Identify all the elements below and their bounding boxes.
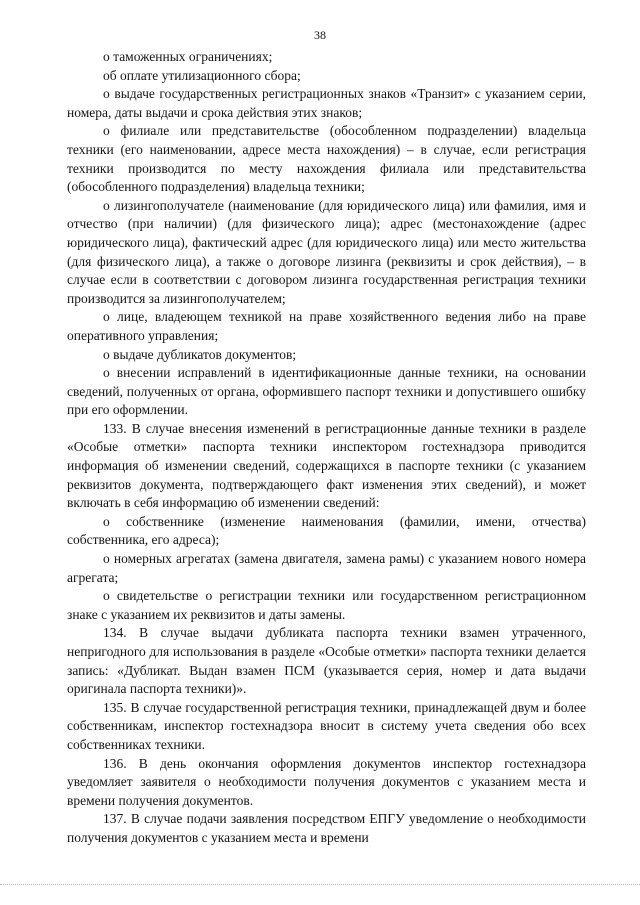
paragraph: о филиале или представительстве (обособленном подразделении) владельца техники (его наименовании, адресе места нахождения) – в случае, если регистрация техники производится по месту нахождения филиала или представительства (обособленного подразделения) владельца техники;: [67, 123, 586, 195]
paragraph: о лице, владеющем техникой на праве хозяйственного ведения либо на праве оперативного управления;: [67, 309, 586, 343]
paragraph: 135. В случае государственной регистрация техники, принадлежащей двум и более собственникам, инспектор гостехнадзора вносит в систему учета сведения обо всех собственниках техники.: [67, 699, 586, 752]
paragraph: о выдаче дубликатов документов;: [103, 346, 297, 362]
paragraph: 137. В случае подачи заявления посредством ЕПГУ уведомление о необходимости получения документов с указанием места и времени: [67, 811, 586, 845]
document-body: [67, 48, 586, 848]
paragraph: о таможенных ограничениях;: [103, 49, 273, 64]
paragraph: об оплате утилизационного сбора;: [103, 67, 301, 83]
paragraph: 136. В день окончания оформления документов инспектор гостехнадзора уведомляет заявителя о необходимости получения документов с указанием места и времени получения документов.: [67, 755, 586, 808]
paragraph: о свидетельстве о регистрации техники или государственном регистрационном знаке с указанием их реквизитов и даты замены.: [67, 588, 586, 622]
paragraph: 133. В случае внесения изменений в регистрационные данные техники в разделе «Особые отметки» паспорта техники инспектором гостехнадзора приводится информация об изменении сведений, содержащихся в паспорте техники (с указанием реквизитов документа, подтверждающего факт изменения этих сведений), и может включать в себя информацию об изменении сведений:: [67, 420, 586, 511]
paragraph: о выдаче государственных регистрационных знаков «Транзит» с указанием серии, номера, даты выдачи и срока действия этих знаков;: [67, 86, 586, 120]
paragraph: 134. В случае выдачи дубликата паспорта техники взамен утраченного, непригодного для использования в разделе «Особые отметки» паспорта техники делается запись: «Дубликат. Выдан взамен ПСМ (указывается серия, номер и дата выдачи оригинала паспорта техники)».: [67, 625, 586, 697]
paragraph: о внесении исправлений в идентификационные данные техники, на основании сведений, полученных от органа, оформившего паспорт техники и допустившего ошибку при его оформлении.: [67, 365, 586, 418]
page-number: 38: [314, 28, 326, 42]
footer-divider: [0, 884, 640, 885]
paragraph: о собственнике (изменение наименования (фамилии, имени, отчества) собственника, его адреса);: [67, 513, 586, 548]
paragraph: о лизингополучателе (наименование (для юридического лица) или фамилия, имя и отчество (при наличии) (для физического лица); адрес (местонахождение (адрес юридического лица), фактический адрес (для юридического лица) или место жительства (для физического лица), а также о договоре лизинга (реквизиты и срок действия), – в случае если в соответствии с договором лизинга государственная регистрация техники производится за лизингополучателем;: [67, 197, 586, 306]
paragraph: о номерных агрегатах (замена двигателя, замена рамы) с указанием нового номера агрегата;: [67, 551, 586, 585]
